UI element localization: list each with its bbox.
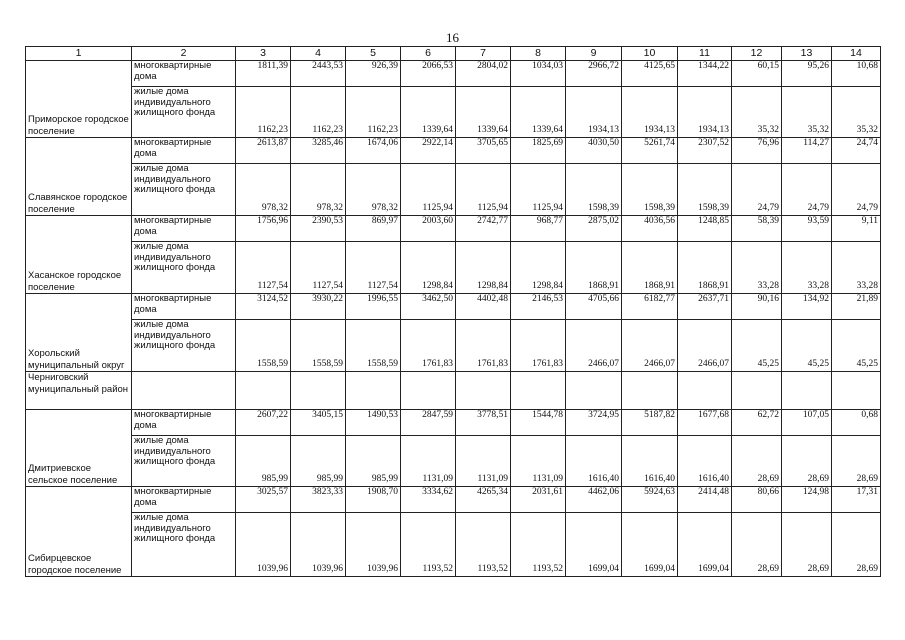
housing-type-label: многоквартирные дома bbox=[132, 61, 236, 87]
value-cell: 3124,52 bbox=[236, 294, 291, 320]
table-row bbox=[26, 242, 881, 294]
value-cell: 2875,02 bbox=[566, 216, 622, 242]
value-cell: 1339,64 bbox=[511, 87, 566, 138]
value-cell: 1934,13 bbox=[678, 87, 732, 138]
value-cell: 2390,53 bbox=[291, 216, 346, 242]
value-cell: 35,32 bbox=[832, 87, 881, 138]
value-cell: 1558,59 bbox=[346, 320, 401, 372]
value-cell: 24,79 bbox=[832, 164, 881, 216]
value-cell: 968,77 bbox=[511, 216, 566, 242]
housing-type-label: жилые дома индивидуального жилищного фонда bbox=[132, 87, 236, 138]
column-header: 8 bbox=[511, 47, 566, 61]
value-cell: 2031,61 bbox=[511, 487, 566, 513]
value-cell: 28,69 bbox=[832, 436, 881, 487]
column-header: 14 bbox=[832, 47, 881, 61]
value-cell: 124,98 bbox=[782, 487, 832, 513]
value-cell: 1131,09 bbox=[401, 436, 456, 487]
table-row bbox=[26, 87, 881, 138]
empty-cell bbox=[401, 372, 456, 410]
value-cell: 1811,39 bbox=[236, 61, 291, 87]
empty-cell bbox=[566, 372, 622, 410]
value-cell: 2466,07 bbox=[622, 320, 678, 372]
value-cell: 1298,84 bbox=[456, 242, 511, 294]
column-header: 3 bbox=[236, 47, 291, 61]
value-cell: 1761,83 bbox=[401, 320, 456, 372]
value-cell: 33,28 bbox=[832, 242, 881, 294]
value-cell: 1558,59 bbox=[236, 320, 291, 372]
value-cell: 134,92 bbox=[782, 294, 832, 320]
value-cell: 1339,64 bbox=[456, 87, 511, 138]
value-cell: 9,11 bbox=[832, 216, 881, 242]
value-cell: 5187,82 bbox=[622, 410, 678, 436]
column-header: 4 bbox=[291, 47, 346, 61]
value-cell: 1162,23 bbox=[291, 87, 346, 138]
value-cell: 1039,96 bbox=[291, 513, 346, 577]
value-cell: 107,05 bbox=[782, 410, 832, 436]
value-cell: 1125,94 bbox=[401, 164, 456, 216]
value-cell: 1298,84 bbox=[401, 242, 456, 294]
value-cell: 3025,57 bbox=[236, 487, 291, 513]
value-cell: 3285,46 bbox=[291, 138, 346, 164]
value-cell: 1131,09 bbox=[511, 436, 566, 487]
value-cell: 4705,66 bbox=[566, 294, 622, 320]
value-cell: 93,59 bbox=[782, 216, 832, 242]
empty-cell bbox=[732, 372, 782, 410]
housing-type-label: многоквартирные дома bbox=[132, 216, 236, 242]
value-cell: 35,32 bbox=[782, 87, 832, 138]
value-cell: 6182,77 bbox=[622, 294, 678, 320]
value-cell: 1616,40 bbox=[678, 436, 732, 487]
table-row bbox=[26, 216, 881, 242]
value-cell: 2146,53 bbox=[511, 294, 566, 320]
column-header: 1 bbox=[26, 47, 132, 61]
value-cell: 1761,83 bbox=[511, 320, 566, 372]
value-cell: 3462,50 bbox=[401, 294, 456, 320]
value-cell: 1298,84 bbox=[511, 242, 566, 294]
value-cell: 33,28 bbox=[782, 242, 832, 294]
value-cell: 35,32 bbox=[732, 87, 782, 138]
value-cell: 80,66 bbox=[732, 487, 782, 513]
value-cell: 1868,91 bbox=[566, 242, 622, 294]
empty-cell bbox=[456, 372, 511, 410]
table-row bbox=[26, 294, 881, 320]
table-row bbox=[26, 513, 881, 577]
value-cell: 2607,22 bbox=[236, 410, 291, 436]
column-header: 12 bbox=[732, 47, 782, 61]
value-cell: 1616,40 bbox=[566, 436, 622, 487]
value-cell: 4402,48 bbox=[456, 294, 511, 320]
column-header: 7 bbox=[456, 47, 511, 61]
value-cell: 1034,03 bbox=[511, 61, 566, 87]
value-cell: 2922,14 bbox=[401, 138, 456, 164]
value-cell: 58,39 bbox=[732, 216, 782, 242]
municipality-name: Дмитриевское сельское поселение bbox=[26, 410, 132, 487]
value-cell: 24,79 bbox=[732, 164, 782, 216]
municipality-name: Хасанское городское поселение bbox=[26, 216, 132, 294]
value-cell: 2804,02 bbox=[456, 61, 511, 87]
value-cell: 1598,39 bbox=[566, 164, 622, 216]
housing-type-label: жилые дома индивидуального жилищного фонда bbox=[132, 320, 236, 372]
value-cell: 3334,62 bbox=[401, 487, 456, 513]
value-cell: 1248,85 bbox=[678, 216, 732, 242]
value-cell: 2003,60 bbox=[401, 216, 456, 242]
value-cell: 1339,64 bbox=[401, 87, 456, 138]
value-cell: 1598,39 bbox=[622, 164, 678, 216]
value-cell: 1934,13 bbox=[566, 87, 622, 138]
value-cell: 1825,69 bbox=[511, 138, 566, 164]
value-cell: 24,79 bbox=[782, 164, 832, 216]
value-cell: 28,69 bbox=[732, 513, 782, 577]
value-cell: 60,15 bbox=[732, 61, 782, 87]
value-cell: 1039,96 bbox=[346, 513, 401, 577]
value-cell: 2466,07 bbox=[678, 320, 732, 372]
value-cell: 0,68 bbox=[832, 410, 881, 436]
empty-cell bbox=[346, 372, 401, 410]
column-header: 2 bbox=[132, 47, 236, 61]
column-number-row bbox=[26, 47, 881, 61]
municipality-name: Хорольский муниципальный округ bbox=[26, 294, 132, 372]
value-cell: 1699,04 bbox=[622, 513, 678, 577]
value-cell: 28,69 bbox=[782, 513, 832, 577]
value-cell: 62,72 bbox=[732, 410, 782, 436]
value-cell: 1598,39 bbox=[678, 164, 732, 216]
value-cell: 28,69 bbox=[732, 436, 782, 487]
district-heading: Черниговский муниципальный район bbox=[26, 372, 132, 410]
housing-type-label: многоквартирные дома bbox=[132, 138, 236, 164]
value-cell: 926,39 bbox=[346, 61, 401, 87]
value-cell: 978,32 bbox=[236, 164, 291, 216]
value-cell: 1490,53 bbox=[346, 410, 401, 436]
value-cell: 2443,53 bbox=[291, 61, 346, 87]
table-row bbox=[26, 436, 881, 487]
empty-cell bbox=[291, 372, 346, 410]
value-cell: 1193,52 bbox=[511, 513, 566, 577]
value-cell: 978,32 bbox=[346, 164, 401, 216]
value-cell: 1127,54 bbox=[291, 242, 346, 294]
table-row bbox=[26, 138, 881, 164]
value-cell: 3705,65 bbox=[456, 138, 511, 164]
housing-type-label: жилые дома индивидуального жилищного фонда bbox=[132, 164, 236, 216]
district-heading-row bbox=[26, 372, 881, 410]
empty-cell bbox=[236, 372, 291, 410]
value-cell: 95,26 bbox=[782, 61, 832, 87]
tariff-table bbox=[25, 46, 881, 577]
value-cell: 1162,23 bbox=[236, 87, 291, 138]
value-cell: 4125,65 bbox=[622, 61, 678, 87]
table-row bbox=[26, 164, 881, 216]
value-cell: 1677,68 bbox=[678, 410, 732, 436]
value-cell: 1908,70 bbox=[346, 487, 401, 513]
value-cell: 3405,15 bbox=[291, 410, 346, 436]
value-cell: 2414,48 bbox=[678, 487, 732, 513]
value-cell: 2966,72 bbox=[566, 61, 622, 87]
municipality-name: Славянское городское поселение bbox=[26, 138, 132, 216]
table-row bbox=[26, 320, 881, 372]
value-cell: 45,25 bbox=[732, 320, 782, 372]
value-cell: 76,96 bbox=[732, 138, 782, 164]
table-row bbox=[26, 61, 881, 87]
housing-type-label: жилые дома индивидуального жилищного фонда bbox=[132, 242, 236, 294]
value-cell: 1039,96 bbox=[236, 513, 291, 577]
value-cell: 1756,96 bbox=[236, 216, 291, 242]
value-cell: 1699,04 bbox=[566, 513, 622, 577]
table-row bbox=[26, 410, 881, 436]
empty-cell bbox=[832, 372, 881, 410]
value-cell: 1996,55 bbox=[346, 294, 401, 320]
empty-cell bbox=[622, 372, 678, 410]
value-cell: 21,89 bbox=[832, 294, 881, 320]
value-cell: 1127,54 bbox=[346, 242, 401, 294]
value-cell: 5924,63 bbox=[622, 487, 678, 513]
value-cell: 2613,87 bbox=[236, 138, 291, 164]
empty-cell bbox=[511, 372, 566, 410]
value-cell: 2847,59 bbox=[401, 410, 456, 436]
value-cell: 1544,78 bbox=[511, 410, 566, 436]
empty-cell bbox=[132, 372, 236, 410]
value-cell: 90,16 bbox=[732, 294, 782, 320]
value-cell: 1193,52 bbox=[401, 513, 456, 577]
value-cell: 45,25 bbox=[832, 320, 881, 372]
value-cell: 1868,91 bbox=[678, 242, 732, 294]
value-cell: 28,69 bbox=[832, 513, 881, 577]
value-cell: 985,99 bbox=[346, 436, 401, 487]
column-header: 10 bbox=[622, 47, 678, 61]
value-cell: 1131,09 bbox=[456, 436, 511, 487]
value-cell: 4265,34 bbox=[456, 487, 511, 513]
value-cell: 33,28 bbox=[732, 242, 782, 294]
value-cell: 1162,23 bbox=[346, 87, 401, 138]
empty-cell bbox=[678, 372, 732, 410]
value-cell: 17,31 bbox=[832, 487, 881, 513]
column-header: 6 bbox=[401, 47, 456, 61]
value-cell: 114,27 bbox=[782, 138, 832, 164]
value-cell: 2066,53 bbox=[401, 61, 456, 87]
value-cell: 1616,40 bbox=[622, 436, 678, 487]
value-cell: 869,97 bbox=[346, 216, 401, 242]
value-cell: 2466,07 bbox=[566, 320, 622, 372]
value-cell: 1699,04 bbox=[678, 513, 732, 577]
value-cell: 2307,52 bbox=[678, 138, 732, 164]
value-cell: 4462,06 bbox=[566, 487, 622, 513]
value-cell: 45,25 bbox=[782, 320, 832, 372]
value-cell: 1761,83 bbox=[456, 320, 511, 372]
value-cell: 10,68 bbox=[832, 61, 881, 87]
housing-type-label: многоквартирные дома bbox=[132, 294, 236, 320]
value-cell: 5261,74 bbox=[622, 138, 678, 164]
housing-type-label: многоквартирные дома bbox=[132, 487, 236, 513]
value-cell: 24,74 bbox=[832, 138, 881, 164]
empty-cell bbox=[782, 372, 832, 410]
value-cell: 1127,54 bbox=[236, 242, 291, 294]
column-header: 9 bbox=[566, 47, 622, 61]
value-cell: 3724,95 bbox=[566, 410, 622, 436]
value-cell: 2742,77 bbox=[456, 216, 511, 242]
value-cell: 28,69 bbox=[782, 436, 832, 487]
value-cell: 985,99 bbox=[236, 436, 291, 487]
table-row bbox=[26, 487, 881, 513]
column-header: 5 bbox=[346, 47, 401, 61]
value-cell: 4030,50 bbox=[566, 138, 622, 164]
value-cell: 4036,56 bbox=[622, 216, 678, 242]
value-cell: 1868,91 bbox=[622, 242, 678, 294]
value-cell: 3778,51 bbox=[456, 410, 511, 436]
value-cell: 3823,33 bbox=[291, 487, 346, 513]
housing-type-label: жилые дома индивидуального жилищного фонда bbox=[132, 436, 236, 487]
value-cell: 1125,94 bbox=[456, 164, 511, 216]
value-cell: 978,32 bbox=[291, 164, 346, 216]
value-cell: 2637,71 bbox=[678, 294, 732, 320]
value-cell: 1558,59 bbox=[291, 320, 346, 372]
page-number: 16 bbox=[446, 30, 459, 45]
municipality-name: Сибирцевское городское поселение bbox=[26, 487, 132, 577]
column-header: 11 bbox=[678, 47, 732, 61]
table-body bbox=[26, 61, 881, 577]
value-cell: 1125,94 bbox=[511, 164, 566, 216]
column-header: 13 bbox=[782, 47, 832, 61]
value-cell: 1674,06 bbox=[346, 138, 401, 164]
housing-type-label: многоквартирные дома bbox=[132, 410, 236, 436]
housing-type-label: жилые дома индивидуального жилищного фонда bbox=[132, 513, 236, 577]
value-cell: 985,99 bbox=[291, 436, 346, 487]
municipality-name: Приморское городское поселение bbox=[26, 61, 132, 138]
value-cell: 1193,52 bbox=[456, 513, 511, 577]
value-cell: 1934,13 bbox=[622, 87, 678, 138]
value-cell: 3930,22 bbox=[291, 294, 346, 320]
value-cell: 1344,22 bbox=[678, 61, 732, 87]
